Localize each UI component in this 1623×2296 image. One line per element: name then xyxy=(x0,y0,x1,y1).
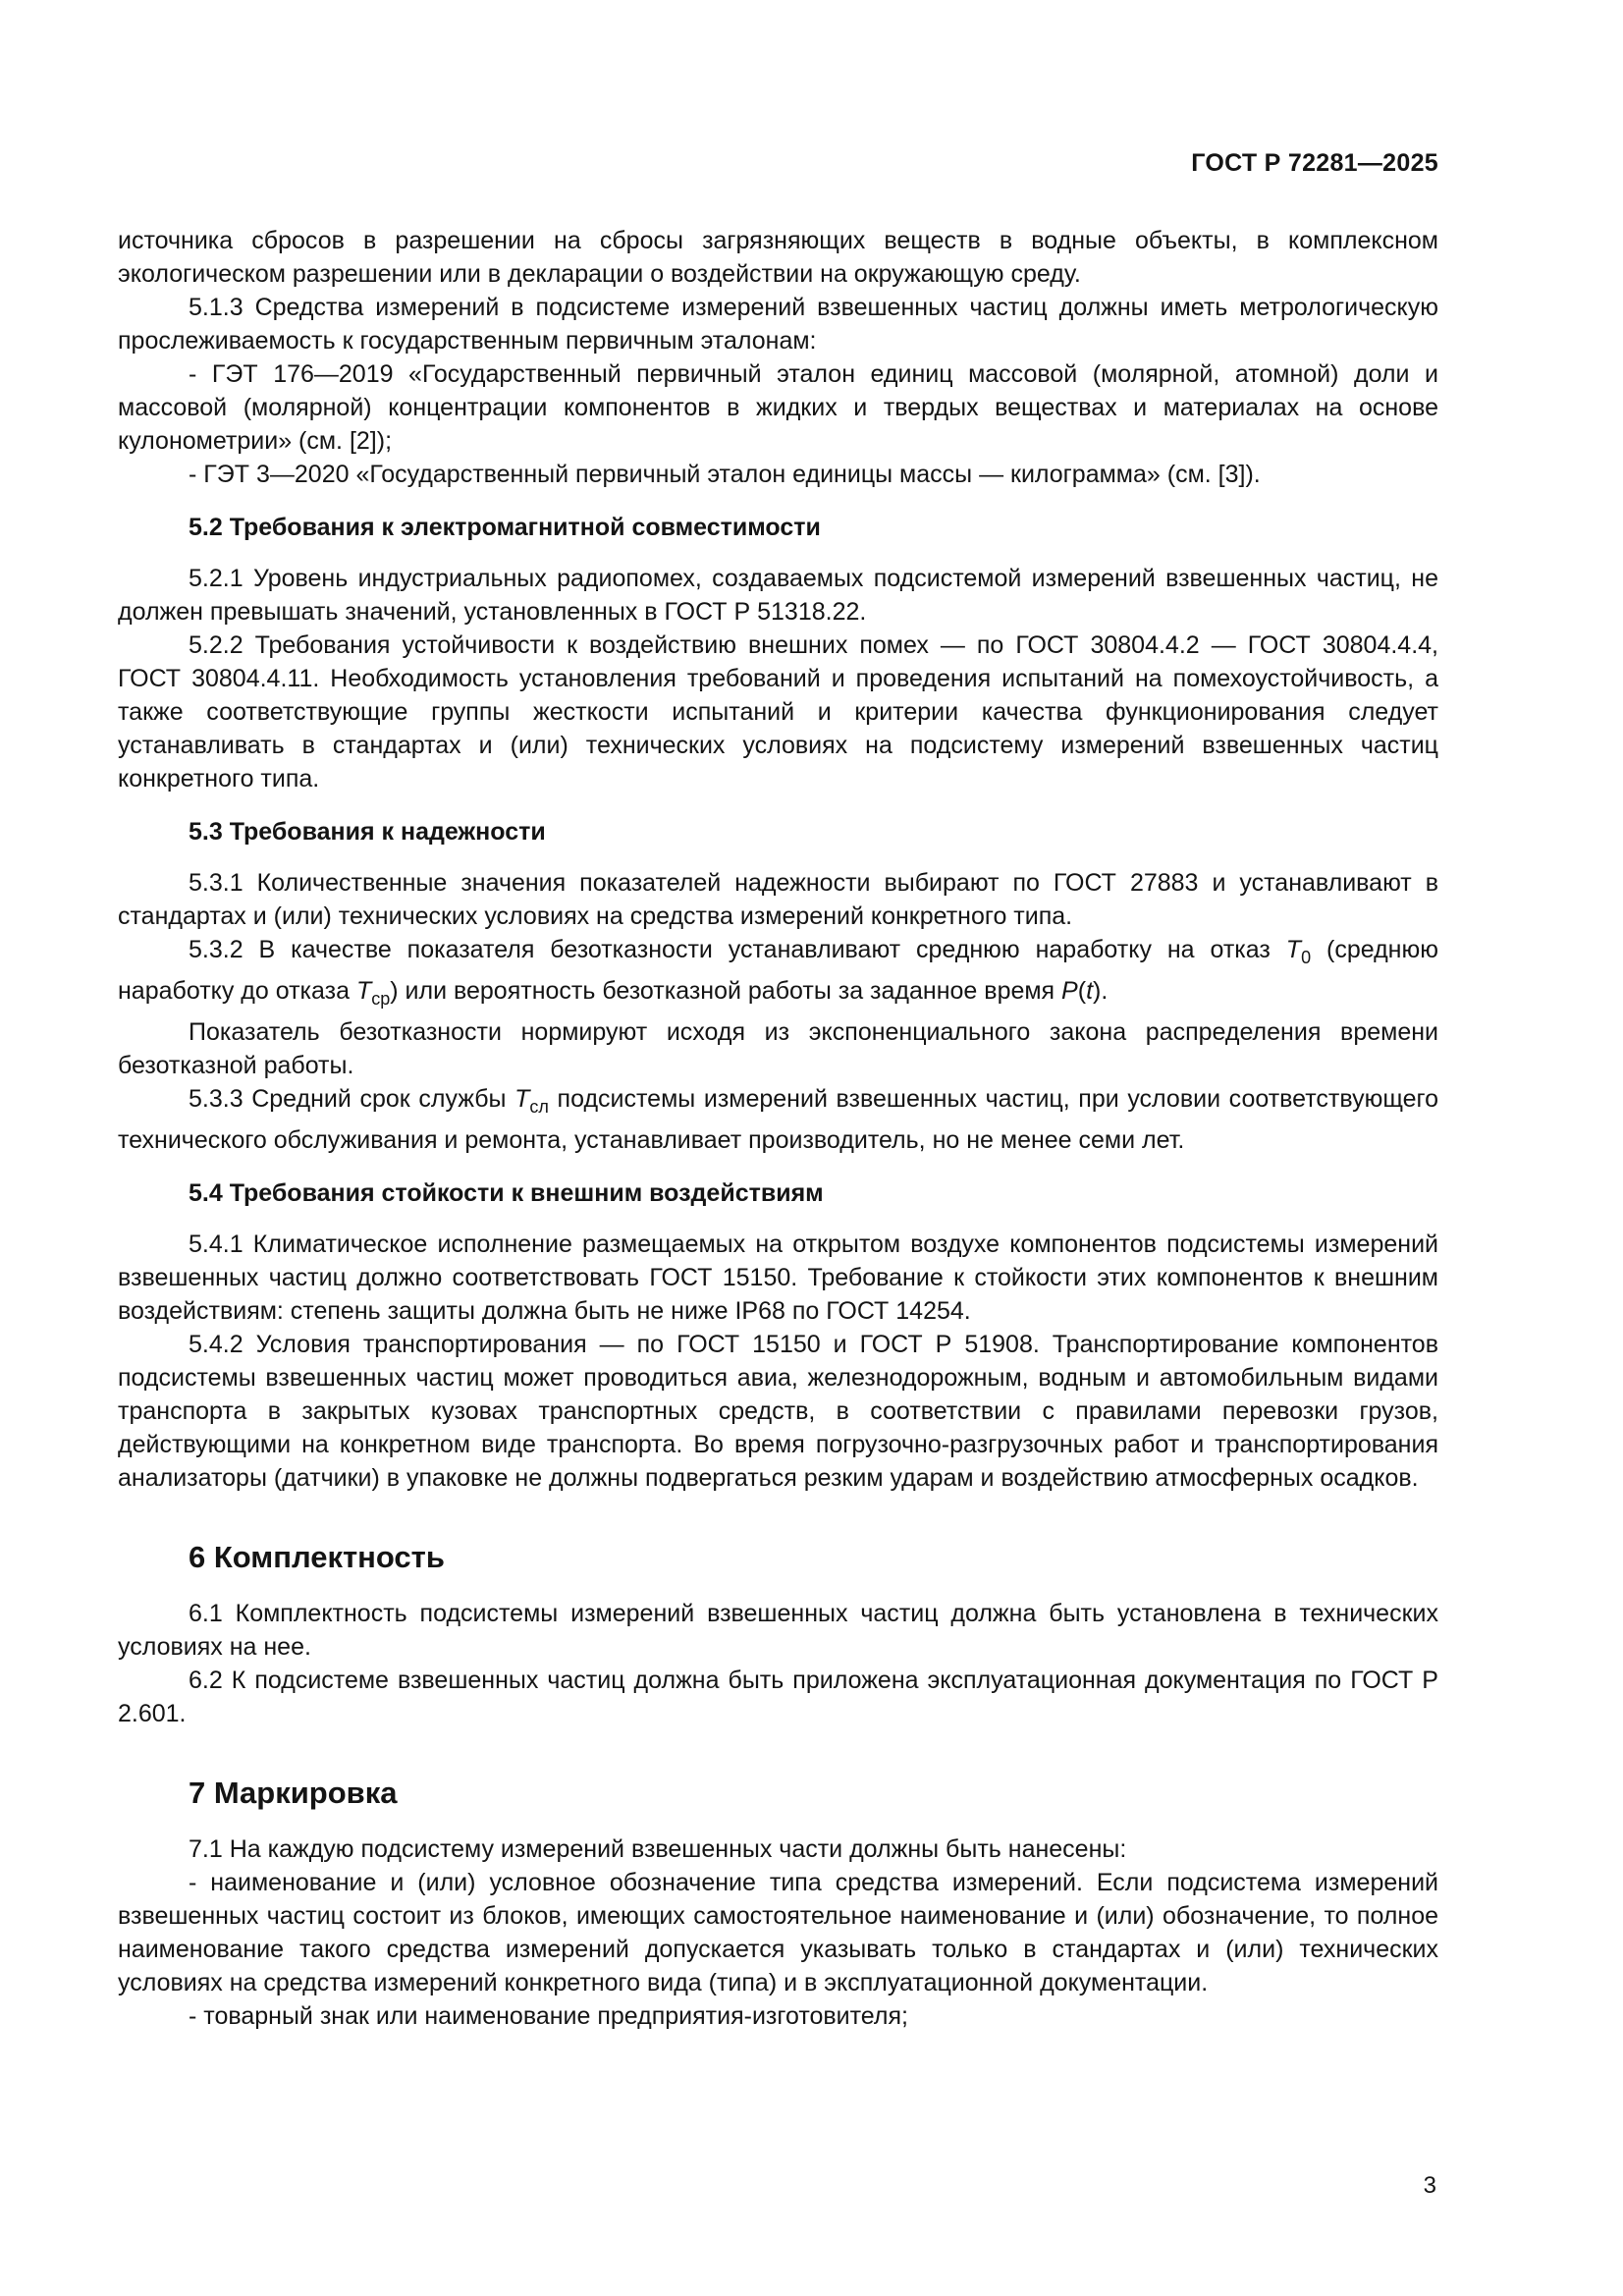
paragraph-5-4-2: 5.4.2 Условия транспортирования — по ГОСТ 15150 и ГОСТ Р 51908. Транспортирование компонентов подсистемы взвешенных частиц может проводиться авиа, железнодорожным, водным и автомобильным видами транспорта в закрытых кузовах транспортных средств, в соответствии с правилами перевозки грузов, действующими на конкретном виде транспорта. Во время погрузочно-разгрузочных работ и транспортирования анализаторы (датчики) в упаковке не должны подвергаться резким ударам и воздействию атмосферных осадков. xyxy=(118,1331,1438,1492)
paragraph-5-3-1: 5.3.1 Количественные значения показателей надежности выбирают по ГОСТ 27883 и устанавливают в стандартах и (или) технических условиях на средства измерений конкретного типа. xyxy=(118,869,1438,930)
paragraph-5-4-1: 5.4.1 Климатическое исполнение размещаемых на открытом воздухе компонентов подсистемы измерений взвешенных частиц должно соответствовать ГОСТ 15150. Требование к стойкости этих компонентов к внешним воздействиям: степень защиты должна быть не ниже IP68 по ГОСТ 14254. xyxy=(118,1230,1438,1325)
paragraph-continuation: источника сбросов в разрешении на сбросы загрязняющих веществ в водные объекты, в комплексном экологическом разрешении или в декларации о воздействии на окружающую среду. xyxy=(118,227,1438,288)
heading-7: 7 Маркировка xyxy=(189,1776,398,1810)
list-item-get-176: - ГЭТ 176—2019 «Государственный первичный эталон единиц массовой (молярной, атомной) доли и массовой (молярной) концентрации компонентов в жидких и твердых веществах и материалах на основе кулонометрии» (см. [2]); xyxy=(118,360,1438,455)
heading-5-4: 5.4 Требования стойкости к внешним воздействиям xyxy=(189,1179,824,1207)
paragraph-5-1-3: 5.1.3 Средства измерений в подсистеме измерений взвешенных частиц должны иметь метрологическую прослеживаемость к государственным первичным эталонам: xyxy=(118,294,1438,355)
page-number: 3 xyxy=(1423,2172,1436,2199)
paragraph-5-2-1: 5.2.1 Уровень индустриальных радиопомех, создаваемых подсистемой измерений взвешенных частиц, не должен превышать значений, установленных в ГОСТ Р 51318.22. xyxy=(118,565,1438,626)
paragraph-6-2: 6.2 К подсистеме взвешенных частиц должна быть приложена эксплуатационная документация по ГОСТ Р 2.601. xyxy=(118,1667,1438,1727)
paragraph-5-3-3: 5.3.3 Средний срок службы $T_{сл}$ подсистемы измерений взвешенных частиц, при условии соответствующего технического обслуживания и ремонта, устанавливает производитель, но не менее семи лет. xyxy=(118,1085,1438,1154)
symbol-t0: T xyxy=(1285,936,1302,963)
list-item-get-3: - ГЭТ 3—2020 «Государственный первичный эталон единицы массы — килограмма» (см. [3]). xyxy=(189,461,1261,488)
paragraph-5-3-2-cont: Показатель безотказности нормируют исходя из экспоненциального закона распределения времени безотказной работы. xyxy=(118,1018,1438,1079)
document-code: ГОСТ Р 72281—2025 xyxy=(1191,149,1438,177)
heading-5-3: 5.3 Требования к надежности xyxy=(189,818,546,846)
symbol-p: P xyxy=(1061,977,1078,1005)
heading-6: 6 Комплектность xyxy=(189,1540,445,1574)
paragraph-5-2-2: 5.2.2 Требования устойчивости к воздействию внешних помех — по ГОСТ 30804.4.2 — ГОСТ 30804.4.4, ГОСТ 30804.4.11. Необходимость установления требований и проведения испытаний на помехоустойчивость, а также соответствующие группы жесткости испытаний и критерии качества функционирования следует устанавливать в стандартах и (или) технических условиях на подсистему измерений взвешенных частиц конкретного типа. xyxy=(118,631,1438,793)
paragraph-6-1: 6.1 Комплектность подсистемы измерений взвешенных частиц должна быть установлена в технических условиях на нее. xyxy=(118,1600,1438,1661)
symbol-tcl: T xyxy=(514,1085,530,1113)
list-item-naming: - наименование и (или) условное обозначение типа средства измерений. Если подсистема измерений взвешенных частиц состоит из блоков, имеющих самостоятельное наименование и (или) обозначение, то полное наименование такого средства измерений допускается указывать только в стандартах и (или) технических условиях на средства измерений конкретного вида (типа) и в эксплуатационной документации. xyxy=(118,1869,1438,1996)
paragraph-7-1: 7.1 На каждую подсистему измерений взвешенных части должны быть нанесены: xyxy=(189,1835,1127,1863)
list-item-trademark: - товарный знак или наименование предприятия-изготовителя; xyxy=(189,2002,908,2030)
paragraph-5-3-2: 5.3.2 В качестве показателя безотказности устанавливают среднюю наработку на отказ $T_0$ (среднюю наработку до отказа $T_{ср}$) или вероятность безотказной работы за заданное время P(t). xyxy=(118,936,1438,1009)
symbol-t: t xyxy=(1086,977,1094,1005)
symbol-tcp: T xyxy=(355,977,372,1005)
document-body xyxy=(118,224,1438,2033)
heading-5-2: 5.2 Требования к электромагнитной совместимости xyxy=(189,514,821,541)
